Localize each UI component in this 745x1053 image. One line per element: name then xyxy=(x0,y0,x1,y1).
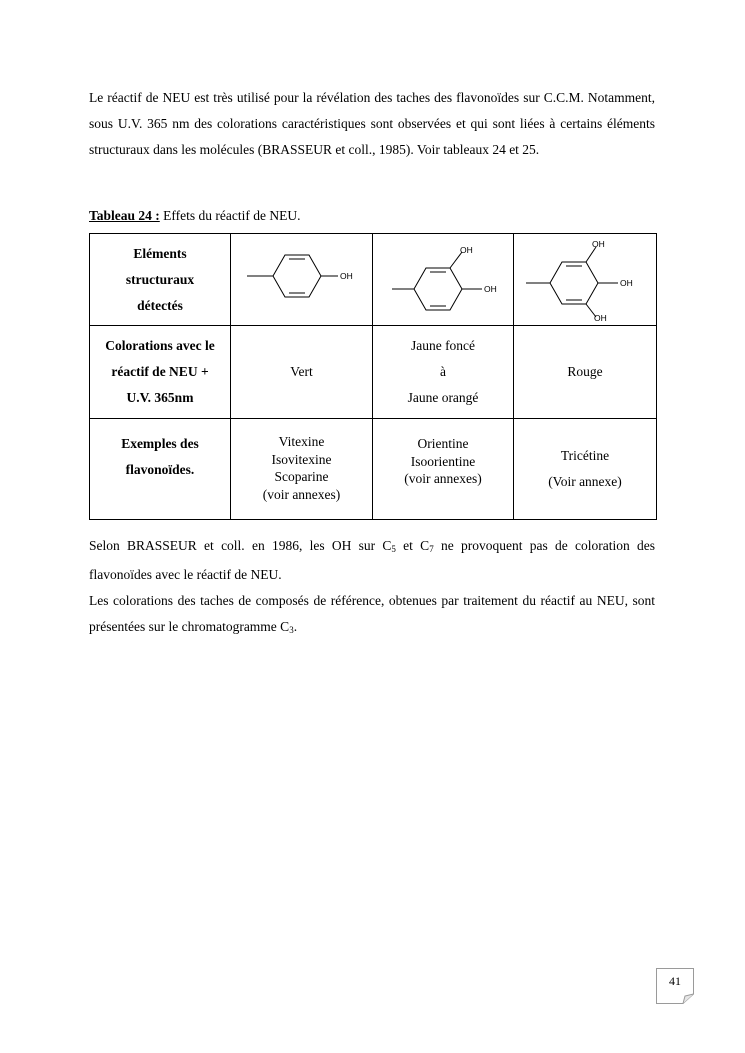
svg-text:OH: OH xyxy=(594,312,607,323)
table-row-structures xyxy=(90,234,657,326)
structure-cell-2 xyxy=(373,234,514,326)
row-header-colorations: Colorations avec le réactif de NEU + U.V. 365nm xyxy=(90,326,231,419)
table-caption-text: Effets du réactif de NEU. xyxy=(159,208,301,223)
example-cell-2: Orientine Isoorientine (voir annexes) xyxy=(373,419,514,520)
table-row-colorations xyxy=(90,326,657,419)
pyrogallol-structure-icon xyxy=(520,237,650,323)
row-header-elements: Eléments structuraux détectés xyxy=(90,234,231,326)
coloration-cell-3: Rouge xyxy=(514,326,657,419)
example-cell-1: Vitexine Isovitexine Scoparine (voir annexes) xyxy=(231,419,373,520)
example-cell-3: Tricétine (Voir annexe) xyxy=(514,419,657,520)
svg-text:OH: OH xyxy=(460,244,473,255)
table-caption-label: Tableau 24 : xyxy=(89,208,160,223)
table-caption xyxy=(89,203,300,229)
structure-cell-3 xyxy=(514,234,657,326)
page-number-box xyxy=(656,968,694,1004)
table-row-examples xyxy=(90,419,657,520)
row-header-examples: Exemples des flavonoïdes. xyxy=(90,419,231,520)
coloration-cell-1: Vert xyxy=(231,326,373,419)
page-number: 41 xyxy=(669,974,681,988)
closing-line-2: Les colorations des taches de composés de référence, obtenues par traitement du réactif au NEU, sont présentées sur le chromatogramme $C_3$. xyxy=(89,593,655,635)
svg-text:OH: OH xyxy=(339,270,353,281)
catechol-structure-icon xyxy=(378,245,508,315)
svg-text:OH: OH xyxy=(592,238,605,249)
coloration-cell-2: Jaune foncé à Jaune orangé xyxy=(373,326,514,419)
svg-text:OH: OH xyxy=(484,283,497,294)
svg-text:OH: OH xyxy=(620,277,633,288)
structure-cell-1 xyxy=(231,234,373,326)
closing-line-1: Selon BRASSEUR et coll. en 1986, les OH sur $C_5$ et $C_7$ ne provoquent pas de coloration des flavonoïdes avec le réactif de NEU. xyxy=(89,538,655,582)
closing-paragraphs xyxy=(89,533,655,643)
phenol-structure-icon xyxy=(237,245,367,315)
intro-paragraph: Le réactif de NEU est très utilisé pour la révélation des taches des flavonoïdes sur C.C.M. Notamment, sous U.V. 365 nm des colorations caractéristiques sont observées et qui sont liées à certains éléments structuraux dans les molécules (BRASSEUR et coll., 1985). Voir tableaux 24 et 25. xyxy=(89,90,655,157)
effects-table xyxy=(89,233,657,520)
